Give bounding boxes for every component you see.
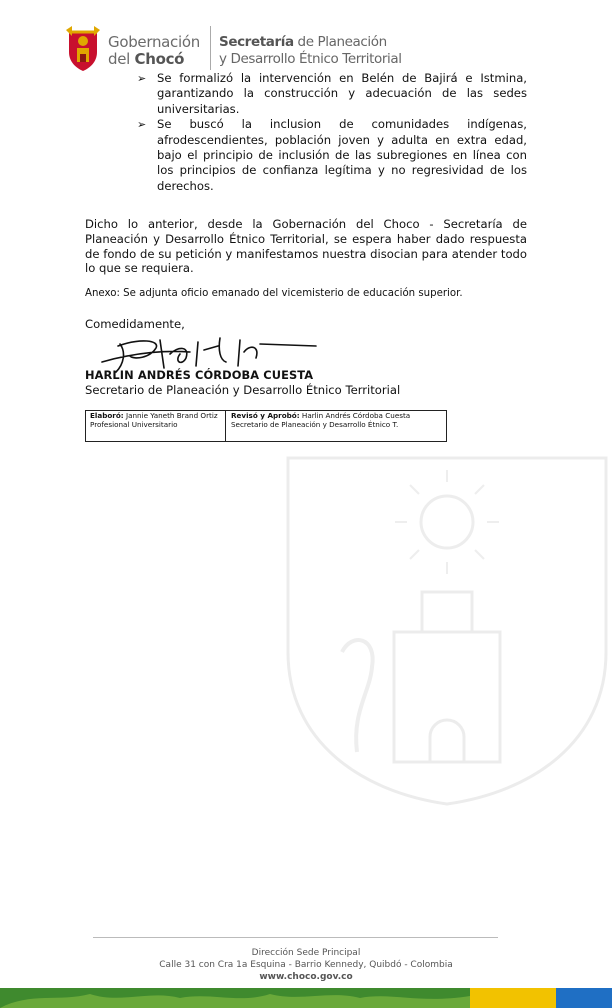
list-item: ➢ Se formalizó la intervención en Belén de Bajirá e Istmina, garantizando la construcción y adecuación de las sedes universitarias. [137, 71, 527, 116]
footer-address: Calle 31 con Cra 1a Esquina - Barrio Kennedy, Quibdó - Colombia [159, 960, 453, 970]
arrow-bullet-icon: ➢ [137, 118, 147, 132]
list-item: ➢ Se buscó la inclusion de comunidades indígenas, afrodescendientes, población joven y adulta en extra edad, bajo el principio de inclusión de las subregiones en línea con los principios de confianza legítima y no regresividad de los derechos. [137, 117, 527, 193]
signer-name: HARLIN ANDRÉS CÓRDOBA CUESTA [85, 368, 314, 382]
secretaria-subtitle: y Desarrollo Étnico Territorial [219, 51, 402, 67]
secretaria-label: Secretaría de Planeación [219, 34, 387, 50]
watermark-crest [282, 452, 612, 808]
gobernacion-label: Gobernación [108, 33, 200, 51]
footer-website: www.choco.gov.co [259, 972, 353, 982]
annex-note: Anexo: Se adjunta oficio emanado del vicemisterio de educación superior. [85, 288, 463, 299]
approval-table [85, 410, 447, 442]
arrow-bullet-icon: ➢ [137, 72, 147, 85]
choco-label: del Chocó [108, 50, 185, 68]
bullet-list [137, 71, 527, 194]
footer-color-band [0, 988, 612, 1008]
signer-title: Secretario de Planeación y Desarrollo Étnico Territorial [85, 383, 401, 397]
letterhead [64, 24, 524, 74]
footer-office: Dirección Sede Principal [251, 948, 361, 958]
header-divider [210, 26, 211, 70]
footer-rule [93, 937, 498, 938]
salutation: Comedidamente, [85, 317, 185, 331]
choco-crest-icon [66, 26, 100, 72]
reviso-cell: Revisó y Aprobó: Harlin Andrés Córdoba Cuesta Secretario de Planeación y Desarrollo Étnico T. [231, 411, 411, 429]
closing-paragraph: Dicho lo anterior, desde la Gobernación del Choco - Secretaría de Planeación y Desarrollo Étnico Territorial, se espera haber dado respuesta de fondo de su petición y manifestamos nuestra disocian para atender todo lo que se requiera. [85, 217, 527, 276]
elaboro-cell: Elaboró: Jannie Yaneth Brand Ortiz Profesional Universitario [86, 411, 226, 441]
